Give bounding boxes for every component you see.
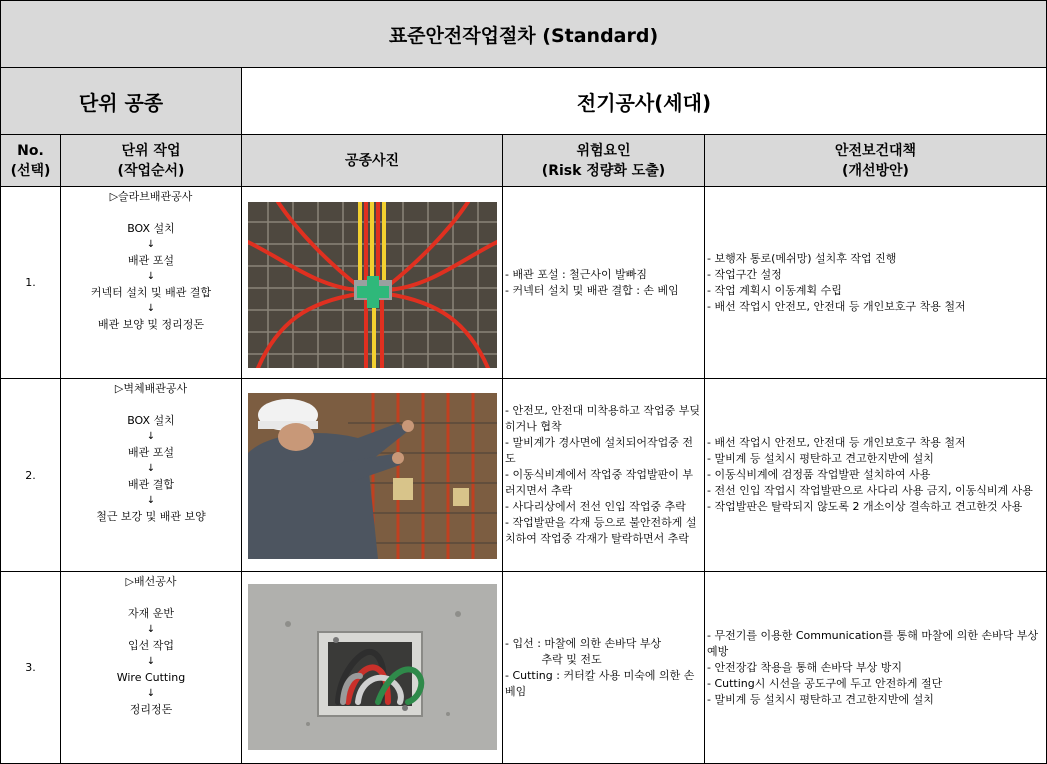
column-header-task-line1: 단위 작업 bbox=[121, 142, 181, 159]
row-1-measure-1: - 보행자 통로(메쉬망) 설치후 작업 진행 bbox=[707, 251, 897, 265]
row-2-risk-5: - 작업발판을 각재 등으로 불안전하게 설치하여 작업중 각재가 탈락하면서 추락 bbox=[505, 516, 697, 545]
row-1-task-steps bbox=[60, 186, 242, 379]
row-2-risk-3: - 이동식비계에서 작업중 작업발판이 부러지면서 추락 bbox=[505, 468, 693, 497]
row-2-risk-4: - 사다리상에서 전선 인입 작업중 추락 bbox=[505, 500, 686, 513]
row-2-task-header: ▷벽체배관공사 bbox=[114, 382, 188, 395]
column-header-task bbox=[60, 134, 242, 187]
row-2-step-2: 배관 포설 bbox=[127, 446, 174, 459]
down-arrow-icon: ↓ bbox=[146, 431, 156, 442]
down-arrow-icon: ↓ bbox=[146, 495, 156, 506]
down-arrow-icon: ↓ bbox=[146, 303, 156, 314]
row-3-number: 3. bbox=[0, 571, 61, 764]
row-3-risks bbox=[502, 571, 705, 764]
row-3-measure-2: - 안전장갑 착용을 통해 손바닥 부상 방지 bbox=[707, 660, 902, 674]
column-header-risk-line2: (Risk 정량화 도출) bbox=[541, 162, 666, 179]
row-1-measure-3: - 작업 계획시 이동계획 수립 bbox=[707, 283, 842, 297]
down-arrow-icon: ↓ bbox=[146, 688, 156, 699]
row-2-photo-cell bbox=[241, 378, 503, 572]
down-arrow-icon: ↓ bbox=[146, 463, 156, 474]
row-3-step-4: 정리정돈 bbox=[129, 703, 173, 716]
column-header-task-line2: (작업순서) bbox=[117, 162, 185, 179]
row-3-measures bbox=[704, 571, 1047, 764]
down-arrow-icon: ↓ bbox=[146, 239, 156, 250]
row-2-measure-1: - 배선 작업시 안전모, 안전대 등 개인보호구 착용 철저 bbox=[707, 436, 966, 449]
wiring-box-photo bbox=[248, 584, 497, 750]
column-header-photo bbox=[241, 134, 503, 187]
column-header-no bbox=[0, 134, 61, 187]
row-3-measure-1: - 무전기를 이용한 Communication를 통해 마찰에 의한 손바닥 부상 예방 bbox=[707, 628, 1039, 658]
column-header-risk-line1: 위험요인 bbox=[576, 142, 631, 159]
row-3-task-header: ▷배선공사 bbox=[125, 575, 177, 588]
row-3-risk-3: - Cutting : 커터칼 사용 미숙에 의한 손 베임 bbox=[505, 668, 695, 698]
row-2-risk-1: - 안전모, 안전대 미착용하고 작업중 부딪히거나 협착 bbox=[505, 404, 700, 433]
column-header-safety bbox=[704, 134, 1047, 187]
row-1-risks bbox=[502, 186, 705, 379]
down-arrow-icon: ↓ bbox=[146, 624, 156, 635]
unit-value: 전기공사(세대) bbox=[241, 67, 1047, 135]
row-3-measure-4: - 말비계 등 설치시 평탄하고 견고한지반에 설치 bbox=[707, 692, 934, 706]
row-2-step-4: 철근 보강 및 배관 보양 bbox=[96, 510, 206, 523]
row-2-measure-2: - 말비계 등 설치시 평탄하고 견고한지반에 설치 bbox=[707, 452, 934, 465]
row-2-task-steps bbox=[60, 378, 242, 572]
row-1-risk-1: - 배관 포설 : 철근사이 발빠짐 bbox=[505, 267, 648, 281]
row-1-step-1: BOX 설치 bbox=[127, 222, 175, 235]
row-1-number: 1. bbox=[0, 186, 61, 379]
row-3-risk-2: 추락 및 전도 bbox=[505, 652, 602, 666]
row-1-risk-2: - 커넥터 설치 및 배관 결합 : 손 베임 bbox=[505, 283, 679, 297]
sheet-title: 표준안전작업절차 (Standard) bbox=[0, 0, 1047, 68]
row-2-risk-2: - 말비계가 경사면에 설치되어작업중 전도 bbox=[505, 436, 693, 465]
row-3-step-3: Wire Cutting bbox=[116, 671, 186, 684]
row-2-risks bbox=[502, 378, 705, 572]
row-1-step-2: 배관 포설 bbox=[127, 254, 174, 267]
row-3-measure-3: - Cutting시 시선을 공도구에 두고 안전하게 절단 bbox=[707, 676, 943, 690]
row-1-step-3: 커넥터 설치 및 배관 결합 bbox=[90, 286, 212, 299]
row-3-photo-cell bbox=[241, 571, 503, 764]
down-arrow-icon: ↓ bbox=[146, 271, 156, 282]
row-2-measure-4: - 전선 인입 작업시 작업발판으로 사다리 사용 금지, 이동식비계 사용 bbox=[707, 484, 1033, 497]
column-header-no-line1: No. bbox=[17, 142, 44, 159]
column-header-no-line2: (선택) bbox=[10, 162, 51, 179]
wall-conduit-worker-photo bbox=[248, 393, 497, 559]
row-3-risk-1: - 입선 : 마찰에 의한 손바닥 부상 bbox=[505, 636, 662, 650]
row-2-measure-5: - 작업발판은 탈락되지 않도록 2 개소이상 결속하고 견고한것 사용 bbox=[707, 500, 1023, 513]
unit-label: 단위 공종 bbox=[0, 67, 242, 135]
row-3-step-2: 입선 작업 bbox=[127, 639, 174, 652]
column-header-photo-label: 공종사진 bbox=[344, 152, 400, 169]
row-1-task-header: ▷슬라브배관공사 bbox=[109, 190, 193, 203]
row-2-step-1: BOX 설치 bbox=[127, 414, 175, 427]
row-1-step-4: 배관 보양 및 정리정돈 bbox=[97, 318, 205, 331]
row-2-measures bbox=[704, 378, 1047, 572]
row-2-number: 2. bbox=[0, 378, 61, 572]
row-3-task-steps bbox=[60, 571, 242, 764]
row-2-measure-3: - 이동식비계에 검정품 작업발판 설치하여 사용 bbox=[707, 468, 931, 481]
row-1-measure-4: - 배선 작업시 안전모, 안전대 등 개인보호구 착용 철저 bbox=[707, 299, 966, 313]
row-1-photo-cell bbox=[241, 186, 503, 379]
column-header-safety-line2: (개선방안) bbox=[842, 162, 909, 179]
row-1-measure-2: - 작업구간 설정 bbox=[707, 267, 782, 281]
column-header-risk bbox=[502, 134, 705, 187]
slab-conduit-photo bbox=[248, 202, 497, 368]
down-arrow-icon: ↓ bbox=[146, 656, 156, 667]
column-header-safety-line1: 안전보건대책 bbox=[834, 142, 917, 159]
row-1-measures bbox=[704, 186, 1047, 379]
row-2-step-3: 배관 결합 bbox=[127, 478, 174, 491]
row-3-step-1: 자재 운반 bbox=[127, 607, 174, 620]
